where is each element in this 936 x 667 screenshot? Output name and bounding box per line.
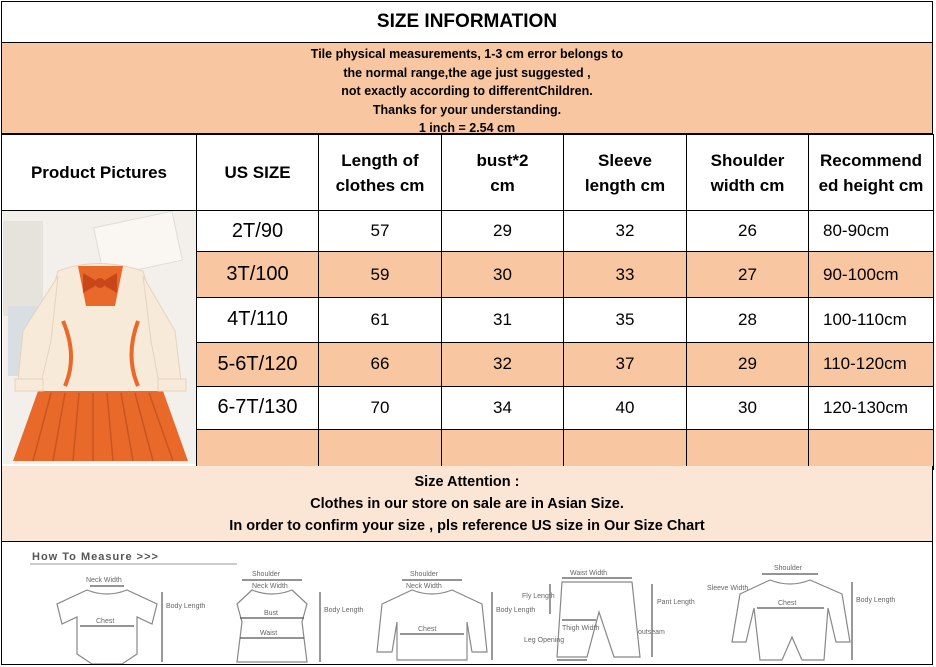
- header-length-label: Length of clothes cm: [335, 150, 425, 195]
- header-height: [809, 135, 934, 211]
- table-row: [2, 211, 934, 252]
- length-cell: 59: [319, 252, 442, 298]
- header-bust-label: bust*2 cm: [476, 150, 529, 195]
- attention-line: Clothes in our store on sale are in Asian Size.: [310, 495, 624, 512]
- product-picture-cell: [2, 211, 197, 470]
- sleeve-cell: 33: [564, 252, 687, 298]
- header-length: [319, 135, 442, 211]
- label-body-length-4: Body Length: [856, 597, 896, 604]
- length-cell: 70: [319, 387, 442, 429]
- shoulder-cell: 26: [687, 211, 809, 252]
- header-product-pictures: Product Pictures: [2, 135, 197, 211]
- size-attention: [1, 466, 933, 542]
- notice-line: Tile physical measurements, 1-3 cm error belongs to: [310, 47, 624, 61]
- shoulder-cell: 29: [687, 342, 809, 387]
- header-sleeve-label: Sleeve length cm: [584, 150, 666, 195]
- label-neck-width-3: Neck Width: [406, 583, 442, 590]
- sleeve-cell: 40: [564, 387, 687, 429]
- label-shoulder-3: Shoulder: [774, 565, 803, 572]
- height-cell: 120-130cm: [809, 387, 934, 429]
- height-cell: 100-110cm: [809, 297, 934, 342]
- notice-line: Thanks for your understanding.: [372, 102, 562, 117]
- us-size-cell: 5-6T/120: [197, 342, 319, 387]
- header-sleeve: [564, 135, 687, 211]
- label-chest-2: Chest: [418, 626, 437, 633]
- sleeve-cell: [564, 429, 687, 470]
- label-waist: Waist: [260, 630, 278, 637]
- notice-line: 1 inch = 2.54 cm: [418, 121, 516, 134]
- romper-figure: [732, 574, 852, 660]
- bust-cell: [442, 429, 564, 470]
- shoulder-cell: 30: [687, 387, 809, 429]
- shoulder-cell: 27: [687, 252, 809, 298]
- table-header-row: [2, 135, 934, 211]
- height-cell: [809, 429, 934, 470]
- us-size-cell: 4T/110: [197, 297, 319, 342]
- how-to-measure-diagram: [2, 542, 932, 664]
- shoulder-cell: [687, 429, 809, 470]
- header-shoulder: [687, 135, 809, 211]
- pants-figure: [550, 578, 652, 660]
- product-picture: [3, 211, 196, 464]
- label-neck-width-2: Neck Width: [252, 583, 288, 590]
- header-us-size: US SIZE: [197, 135, 319, 211]
- bust-cell: 32: [442, 342, 564, 387]
- label-chest: Chest: [96, 618, 115, 625]
- bodysuit-figure: [57, 586, 162, 664]
- sleeve-cell: 35: [564, 297, 687, 342]
- height-cell: 90-100cm: [809, 252, 934, 298]
- header-height-label: Recommend ed height cm: [818, 150, 924, 195]
- label-outseam: outseam: [638, 629, 665, 636]
- label-pant-length: Pant Length: [657, 599, 695, 606]
- label-thigh-width: Thigh Width: [562, 625, 600, 632]
- us-size-cell: 6-7T/130: [197, 387, 319, 429]
- bust-cell: 34: [442, 387, 564, 429]
- length-cell: [319, 429, 442, 470]
- height-cell: 80-90cm: [809, 211, 934, 252]
- sweater-figure: [377, 580, 492, 660]
- label-body-length-3: Body Length: [496, 607, 536, 614]
- sleeve-cell: 32: [564, 211, 687, 252]
- bust-cell: 31: [442, 297, 564, 342]
- label-shoulder: Shoulder: [252, 571, 281, 578]
- label-sleeve-width: Sleeve Width: [707, 585, 749, 592]
- label-fly-length: Fly Length: [522, 593, 555, 600]
- shoulder-cell: 28: [687, 297, 809, 342]
- header-shoulder-label: Shoulder width cm: [710, 150, 785, 195]
- notice-line: not exactly according to differentChildren.: [341, 84, 593, 98]
- label-leg-opening: Leg Opening: [524, 637, 565, 644]
- label-shoulder-2: Shoulder: [410, 571, 439, 578]
- how-to-measure-panel: [1, 542, 933, 665]
- notice-line: the normal range,the age just suggested ,: [343, 65, 591, 80]
- label-waist-width: Waist Width: [570, 570, 608, 577]
- length-cell: 61: [319, 297, 442, 342]
- page-title: SIZE INFORMATION: [376, 11, 558, 32]
- dress-figure: [237, 580, 320, 662]
- label-chest-3: Chest: [778, 600, 797, 607]
- length-cell: 66: [319, 342, 442, 387]
- attention-heading: Size Attention :: [414, 473, 520, 490]
- length-cell: 57: [319, 211, 442, 252]
- title-bar: [1, 1, 933, 43]
- how-to-measure-heading: How To Measure >>>: [32, 551, 159, 563]
- size-table: [1, 134, 934, 470]
- label-body-length: Body Length: [166, 603, 206, 610]
- us-size-cell: 2T/90: [197, 211, 319, 252]
- label-body-length-2: Body Length: [324, 607, 364, 614]
- attention-line: In order to confirm your size , pls reference US size in Our Size Chart: [229, 517, 705, 534]
- header-bust: [442, 135, 564, 211]
- sleeve-cell: 37: [564, 342, 687, 387]
- us-size-cell: [197, 429, 319, 470]
- height-cell: 110-120cm: [809, 342, 934, 387]
- us-size-cell: 3T/100: [197, 252, 319, 298]
- label-neck-width: Neck Width: [86, 577, 122, 584]
- bust-cell: 29: [442, 211, 564, 252]
- measurement-notice: [1, 43, 933, 134]
- label-bust: Bust: [264, 610, 279, 617]
- bust-cell: 30: [442, 252, 564, 298]
